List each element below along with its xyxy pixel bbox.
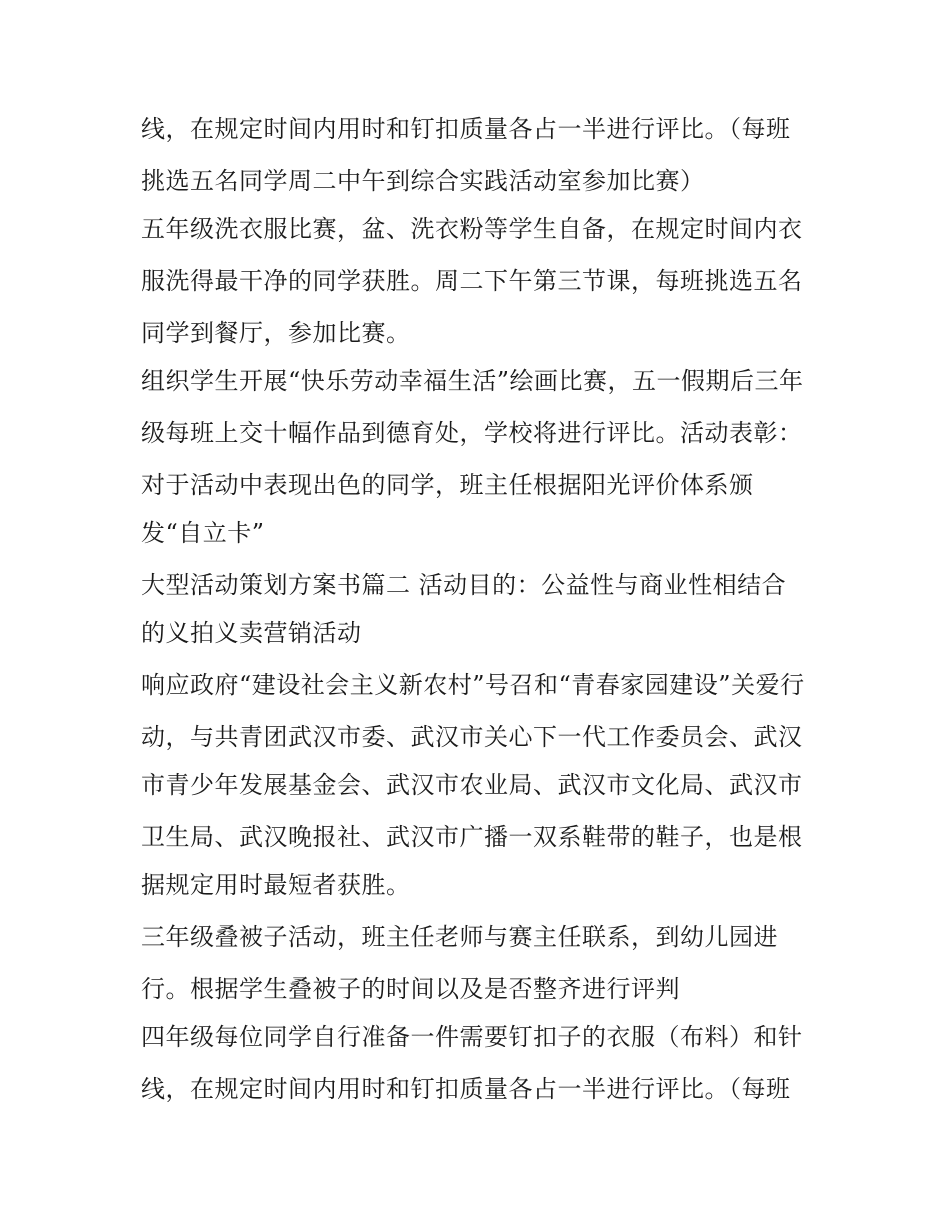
text-line: 级每班上交十幅作品到德育处，学校将进行评比。活动表彰：: [141, 419, 803, 447]
text-line: 据规定用时最短者获胜。: [141, 871, 411, 899]
text-line: 动，与共青团武汉市委、武汉市关心下一代工作委员会、武汉: [141, 723, 803, 751]
text-line: 的义拍义卖营销活动: [141, 619, 362, 647]
text-line: 响应政府“建设社会主义新农村”号召和“青春家园建设”关爱行: [141, 671, 805, 699]
text-line: 大型活动策划方案书篇二 活动目的：公益性与商业性相结合: [141, 571, 787, 599]
text-line: 对于活动中表现出色的同学，班主任根据阳光评价体系颁: [141, 471, 754, 499]
text-line: 市青少年发展基金会、武汉市农业局、武汉市文化局、武汉市: [141, 771, 803, 799]
text-line: 线，在规定时间内用时和钉扣质量各占一半进行评比。（每班: [141, 1075, 791, 1103]
text-line: 行。根据学生叠被子的时间以及是否整齐进行评判: [141, 975, 680, 1003]
text-line: 同学到餐厅，参加比赛。: [141, 319, 411, 347]
text-line: 五年级洗衣服比赛，盆、洗衣粉等学生自备，在规定时间内衣: [141, 215, 803, 243]
text-line: 发“自立卡”: [141, 519, 265, 547]
text-line: 挑选五名同学周二中午到综合实践活动室参加比赛）: [141, 167, 705, 195]
text-line: 三年级叠被子活动，班主任老师与赛主任联系，到幼儿园进: [141, 923, 778, 951]
text-line: 服洗得最干净的同学获胜。周二下午第三节课，每班挑选五名: [141, 267, 803, 295]
text-line: 组织学生开展“快乐劳动幸福生活”绘画比赛，五一假期后三年: [141, 367, 804, 395]
text-line: 卫生局、武汉晚报社、武汉市广播一双系鞋带的鞋子，也是根: [141, 823, 803, 851]
text-line: 线，在规定时间内用时和钉扣质量各占一半进行评比。（每班: [141, 115, 791, 143]
text-line: 四年级每位同学自行准备一件需要钉扣子的衣服（布料）和针: [141, 1023, 803, 1051]
